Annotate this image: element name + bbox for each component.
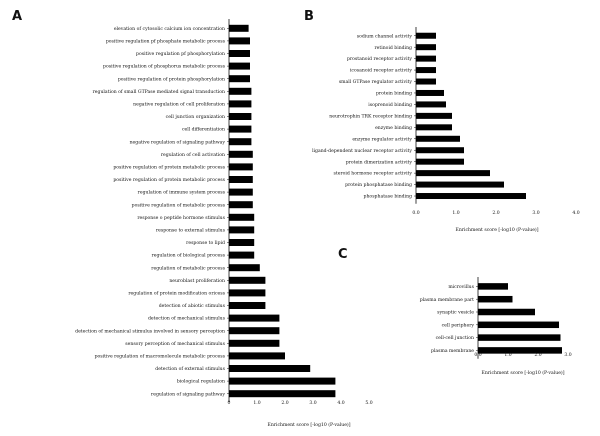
panel-b-category-label: protein binding xyxy=(375,91,412,97)
panel-a-category-label: positive regulation of protein phosphorylation xyxy=(117,77,225,83)
panel-b-category-label: enzyme regulator activity xyxy=(352,137,412,143)
panel-b-bar xyxy=(416,147,464,153)
panel-a-bar xyxy=(229,201,253,208)
panel-b-bar xyxy=(416,159,464,165)
panel-b-bar xyxy=(416,136,460,142)
panel-a-bar xyxy=(229,50,250,57)
panel-b-x-tick-label: 1.0 xyxy=(452,211,460,216)
panel-a-bar xyxy=(229,340,279,347)
panel-c-x-tick-label: 2.0 xyxy=(534,353,542,358)
panel-a-category-label: elevation of cytosolic calcium ion concentration xyxy=(113,26,225,32)
panel-a-category-label: detection of mechanical stimulus involved in sensory perception xyxy=(75,329,225,335)
panel-a-bar xyxy=(229,365,310,372)
panel-b-bar xyxy=(416,56,436,62)
panel-a-category-label: regulation of cell activation xyxy=(160,152,225,158)
panel-b-bar xyxy=(416,101,446,107)
panel-b-bar xyxy=(416,124,452,130)
panel-b-category-label: prostanoid receptor activity xyxy=(347,57,412,63)
panel-b-letter: B xyxy=(304,9,314,24)
panel-a-category-label: sensory perception of mechanical stimulus xyxy=(125,341,225,347)
panel-a-category-label: biological regulation xyxy=(176,379,225,385)
panel-a-category-label: regulation of immune system process xyxy=(137,190,225,196)
panel-a-bar xyxy=(229,25,249,32)
panel-a-category-label: neuroblast proliferation xyxy=(169,278,225,284)
panel-a-bar xyxy=(229,37,250,44)
panel-b xyxy=(304,9,580,233)
panel-a-category-label: cell differentiation xyxy=(181,127,225,133)
panel-b-bar xyxy=(416,90,444,96)
panel-b-bar xyxy=(416,170,490,176)
panel-a-x-tick-label: 3.0 xyxy=(309,401,317,406)
panel-a-category-label: positive regulation of macromolecule metabolic process xyxy=(94,354,225,360)
panel-a-category-label: regulation of protein modification oricess xyxy=(128,291,225,297)
panel-b-category-label: small GTPase regulator activity xyxy=(338,80,412,86)
panel-b-category-label: ligand-dependent nuclear receptor activity xyxy=(312,148,412,154)
panel-a-bar xyxy=(229,327,279,334)
panel-a-bar xyxy=(229,289,265,296)
panel-a-bar xyxy=(229,226,254,233)
panel-b-category-label: protein dimerization activity xyxy=(345,160,412,166)
panel-c-bar xyxy=(478,296,513,303)
panel-a-bar xyxy=(229,63,250,70)
panel-c-x-tick-label: 3.0 xyxy=(564,353,572,358)
panel-b-bar xyxy=(416,193,526,199)
panel-a-bar xyxy=(229,214,254,221)
panel-a-bar xyxy=(229,75,250,82)
panel-a-category-label: positive regulation of protein metabolic process xyxy=(113,178,225,184)
panel-a-x-tick-label: 1.0 xyxy=(253,401,261,406)
panel-a-bar xyxy=(229,113,251,120)
panel-a-category-label: positive regulation of protein metabolic process xyxy=(113,165,225,171)
panel-a-category-label: positive regulation pf phosphorylation xyxy=(136,52,225,58)
panel-c-x-axis-label: Enrichment score [-log10 (P-value)] xyxy=(481,371,565,376)
panel-b-category-label: protein phosphatase binding xyxy=(345,183,412,189)
panel-a-bar xyxy=(229,277,265,284)
panel-b-bar xyxy=(416,79,436,85)
panel-a xyxy=(12,9,373,428)
panel-a-category-label: regulation of biological process xyxy=(151,253,225,259)
panel-c-category-label: cell-cell junction xyxy=(435,336,474,342)
panel-b-category-label: sodium channel activity xyxy=(356,34,412,40)
panel-a-category-label: positive regulation of metabolic process xyxy=(131,203,225,209)
panel-a-category-label: regulation of signaling pathway xyxy=(151,392,225,398)
panel-b-bar xyxy=(416,67,436,73)
panel-a-bar xyxy=(229,302,265,309)
panel-c-x-tick-label: 0.0 xyxy=(474,353,482,358)
panel-c-bar xyxy=(478,283,508,290)
panel-a-bar xyxy=(229,352,285,359)
panel-a-bar xyxy=(229,189,253,196)
panel-c-category-label: synaptic vesicle xyxy=(437,310,474,316)
panel-c-category-label: plasma membrane xyxy=(430,349,474,354)
panel-a-category-label: detection of abiotic stimulus xyxy=(158,304,225,310)
panel-a-bar xyxy=(229,264,260,271)
panel-a-category-label: regulation of small GTPase mediated signal transduction xyxy=(92,89,225,95)
panel-b-bar xyxy=(416,44,436,50)
panel-c-letter: C xyxy=(338,247,348,262)
panel-b-category-label: retinoid binding xyxy=(374,45,412,51)
panel-b-category-label: isoprenoid binding xyxy=(368,103,412,109)
panel-c-category-label: plasma membrane part xyxy=(419,297,474,303)
panel-b-x-axis-label: Enrichment score [-log10 (P-value)] xyxy=(455,228,539,233)
panel-a-category-label: negative regulation of cell proliferation xyxy=(133,102,225,108)
panel-b-bar xyxy=(416,182,504,188)
panel-a-bar xyxy=(229,390,335,397)
panel-a-category-label: response o peptide hormone stimulus xyxy=(137,215,225,221)
panel-b-bar xyxy=(416,113,452,119)
panel-b-x-tick-label: 4.0 xyxy=(572,211,580,216)
panel-c-bar xyxy=(478,309,535,316)
panel-a-category-label: detection of mechanical stimulus xyxy=(147,316,225,322)
panel-a-bar xyxy=(229,239,254,246)
panel-c-category-label: cell periphery xyxy=(441,323,474,329)
panel-a-category-label: response to external stimulus xyxy=(155,228,225,234)
panel-b-x-tick-label: 2.0 xyxy=(492,211,500,216)
panel-a-bar xyxy=(229,163,253,170)
panel-b-category-label: phosphatase binding xyxy=(363,194,412,200)
panel-a-bar xyxy=(229,88,251,95)
panel-a-bar xyxy=(229,378,335,385)
panel-a-category-label: positive regulation of phosphorus metabolic process xyxy=(103,64,225,70)
panel-a-x-axis-label: Enrichment score [-log10 (P-value)] xyxy=(267,423,351,428)
panel-a-letter: A xyxy=(12,9,23,24)
panel-c-bar xyxy=(478,334,561,341)
panel-b-x-tick-label: 0.0 xyxy=(412,211,420,216)
panel-c-category-label: microvillus xyxy=(448,285,474,290)
panel-a-x-tick-label: 4.0 xyxy=(337,401,345,406)
panel-a-category-label: regulation of metabolic process xyxy=(151,266,225,272)
panel-b-category-label: steroid hormone receptor activity xyxy=(333,171,412,177)
panel-a-category-label: cell junction organization xyxy=(165,115,225,121)
panel-b-category-label: icosanoid receptor activity xyxy=(349,68,412,74)
panel-b-bar xyxy=(416,33,436,39)
panel-c-x-tick-label: 1.0 xyxy=(504,353,512,358)
panel-c xyxy=(338,247,572,376)
panel-a-x-tick-label: 5.0 xyxy=(365,401,373,406)
panel-a-bar xyxy=(229,126,251,133)
panel-a-category-label: negative regulation of signaling pathway xyxy=(129,140,225,146)
panel-c-bar xyxy=(478,322,559,329)
panel-a-category-label: response to lipid xyxy=(186,241,225,247)
panel-b-category-label: neurotrophin TRK receptor binding xyxy=(329,114,412,120)
panel-a-bar xyxy=(229,315,279,322)
panel-a-x-tick-label: 0 xyxy=(227,401,231,406)
panel-a-category-label: detection of external stimulus xyxy=(155,367,225,373)
panel-b-category-label: enzyme binding xyxy=(375,125,412,131)
panel-a-x-tick-label: 2.0 xyxy=(281,401,289,406)
panel-a-bar xyxy=(229,151,253,158)
panel-c-bar xyxy=(478,347,562,354)
panel-a-bar xyxy=(229,138,251,145)
panel-b-x-tick-label: 3.0 xyxy=(532,211,540,216)
panel-a-category-label: positive regulation pf phosphate metabolic process xyxy=(105,39,225,45)
panel-a-bar xyxy=(229,100,251,107)
panel-a-bar xyxy=(229,176,253,183)
panel-a-bar xyxy=(229,252,254,259)
